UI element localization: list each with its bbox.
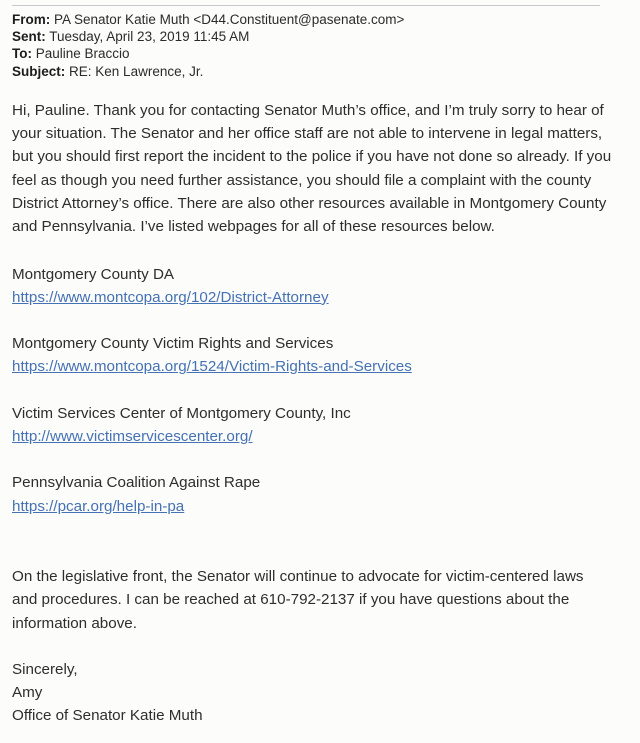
header-row-subject [12, 63, 628, 80]
body-paragraph-intro: Hi, Pauline. Thank you for contacting Senator Muth’s office, and I’m truly sorry to hear of your situation. The Senator and her office staff are not able to intervene in legal matters, but you should first report the incident to the police if you have not done so already. If you feel as though you need further assistance, you should file a complaint with the county District Attorney’s office. There are also other resources available in Montgomery County and Pennsylvania. I’ve listed webpages for all of these resources below. [12, 101, 612, 236]
resource-link[interactable]: https://www.montcopa.org/1524/Victim-Rights-and-Services [12, 358, 412, 376]
signature-line-salutation: Sincerely, [12, 660, 78, 678]
email-header-block [12, 0, 628, 80]
header-row-to [12, 45, 628, 62]
header-value-sent: Tuesday, April 23, 2019 11:45 AM [49, 29, 250, 45]
header-label-from: From: [12, 12, 51, 27]
resource-item [12, 402, 628, 449]
header-value-to: Pauline Braccio [35, 46, 130, 62]
header-label-subject: Subject: [12, 63, 66, 79]
resource-name: Montgomery County Victim Rights and Services [12, 335, 334, 353]
signature-line-name: Amy [12, 684, 43, 702]
header-value-from: PA Senator Katie Muth <D44.Constituent@pasenate.com> [54, 12, 405, 27]
resource-name: Victim Services Center of Montgomery County, Inc [12, 404, 351, 422]
header-row-from [12, 11, 628, 28]
resource-item [12, 332, 628, 379]
signature-line-office: Office of Senator Katie Muth [12, 707, 203, 725]
header-value-subject: RE: Ken Lawrence, Jr. [69, 63, 204, 79]
header-label-sent: Sent: [12, 29, 46, 45]
resource-link[interactable]: https://www.montcopa.org/102/District-Attorney [12, 288, 329, 306]
resource-list [12, 263, 628, 518]
resource-link[interactable]: http://www.victimservicescenter.org/ [12, 428, 253, 446]
body-paragraph-closing: On the legislative front, the Senator will continue to advocate for victim-centered laws and procedures. I can be reached at 610-792-2137 if you have questions about the information above. [12, 567, 584, 632]
header-divider [12, 5, 600, 6]
signature-block [12, 658, 628, 728]
header-row-sent [12, 28, 628, 45]
resource-link[interactable]: https://pcar.org/help-in-pa [12, 497, 185, 515]
resource-name: Pennsylvania Coalition Against Rape [12, 474, 261, 492]
resource-name: Montgomery County DA [12, 265, 175, 283]
header-label-to: To: [12, 46, 32, 62]
resource-item [12, 471, 628, 518]
resource-item [12, 263, 628, 310]
